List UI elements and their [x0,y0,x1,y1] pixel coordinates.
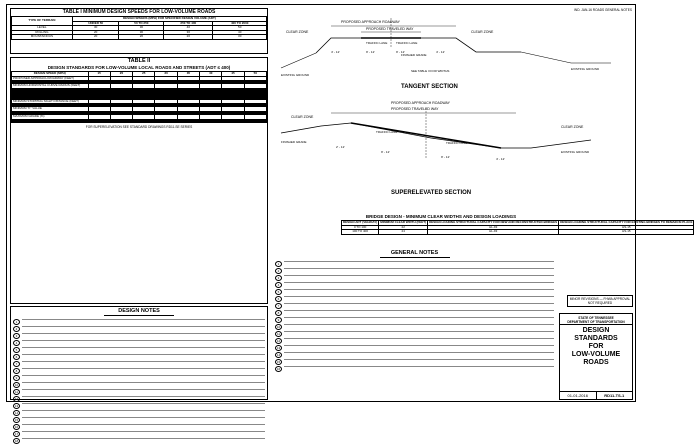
title-line-3: FOR [588,343,604,350]
super-clear-zone-left: CLEAR ZONE [291,115,314,119]
note-number: 1 [275,261,282,267]
speed-col: 30 [155,72,177,77]
general-note-item [275,261,554,267]
note-number: 17 [14,432,19,436]
note-text [22,347,265,351]
note-number: 2 [275,268,282,274]
super-dim-a: 2' - 12' [336,145,345,149]
note-number: 3 [275,275,282,281]
super-finished-grade: FINISHED GRADE [281,140,307,144]
note-text [284,366,554,370]
general-note-item [275,324,554,330]
note-text [22,354,265,358]
design-note-item [13,382,265,388]
note-text [284,317,554,321]
speed-value: 40 [213,30,267,35]
note-number: 18 [14,439,19,443]
design-note-item [13,424,265,430]
table-1-col-0: UNDER 50 [72,21,119,26]
bridge-cell: HL-93 [428,230,559,235]
terrain-label: ROLLING [12,30,73,35]
note-text [284,275,554,279]
bridge-table [341,213,693,241]
super-dim-b: 9' - 12' [381,150,390,154]
bridge-cell: HS-15 [559,230,694,235]
title-line-5: ROADS [583,359,609,366]
note-number: 1 [13,319,20,325]
speed-value: 40 [164,26,213,31]
note-text [284,289,554,293]
speed-col: 20 [110,72,132,77]
design-note-item [13,417,265,423]
note-text [284,282,554,286]
general-note-item [275,345,554,351]
note-number: 16 [14,425,19,429]
tangent-traffic-lane-1: TRAFFIC LANE [366,41,388,45]
note-number: 8 [13,368,20,374]
state-name: STATE OF TENNESSEE [578,316,614,320]
tangent-traffic-lane-2: TRAFFIC LANE [396,41,418,45]
speeds-header: DESIGN SPEEDS (MPH) FOR SPECIFIED DESIGN VOLUME (ADT) [72,17,266,22]
super-roadway-profile [281,123,591,148]
cell [222,121,244,122]
bridge-col-1: MINIMUM CLEAR WIDTH (FEET) [380,220,427,224]
design-note-item [13,396,265,402]
note-text [22,340,265,344]
tangent-legend: SEE TABLE II FOR WIDTHS [411,69,450,73]
department-name: DEPARTMENT OF TRANSPORTATION [560,320,632,325]
general-note-item [275,366,554,372]
tangent-proposed-travel: PROPOSED TRAVELED WAY [366,27,414,31]
speed-col: 35 [177,72,199,77]
table-2-grid [11,71,267,123]
drawing-number: RD11-TS-1 [604,393,625,398]
note-number: 8 [275,310,282,316]
tangent-finished-grade: FINISHED GRADE [401,53,427,57]
general-note-item [275,352,554,358]
super-dim-c: 9' - 12' [441,155,450,159]
bridge-col-0: DESIGN ADT (VEH/DAY) [343,220,378,224]
super-traffic-lane-2: TRAFFIC LANE [446,141,468,145]
speed-value: 50 [213,26,267,31]
tangent-existing-ground-left: EXISTING GROUND [281,73,310,77]
note-number: 7 [13,361,20,367]
note-text [284,261,554,265]
design-note-item [13,361,265,367]
design-note-item [13,389,265,395]
terrain-label: LEVEL [12,26,73,31]
tangent-proposed-approach: PROPOSED APPROACH ROADWAY [341,20,400,24]
title-line-2: STANDARDS [574,335,618,342]
general-note-item [275,359,554,365]
drawing-sheet [6,4,693,443]
cell [88,121,110,122]
header-note: IND. JAN-16 ROADS GENERAL NOTES [574,8,632,12]
table-2-footer: FOR SUPERELEVATION SEE STANDARD DRAWINGS RD11-SE SERIES [85,124,193,129]
tangent-dim-a: 4' - 12' [331,50,340,54]
note-number: 9 [13,375,20,381]
general-note-item [275,310,554,316]
table-2 [10,57,268,304]
general-notes-title: GENERAL NOTES [380,250,450,258]
tangent-existing-ground-right: EXISTING GROUND [571,67,600,71]
tangent-dim-d: 4' - 12' [436,50,445,54]
cell [200,121,222,122]
bridge-cell: 100 TO 400 [342,230,379,235]
speed-value: 30 [164,30,213,35]
speed-col: 50 [244,72,266,77]
bridge-cell: 22 [379,225,428,230]
design-note-item [13,438,265,444]
existing-ground-line-right [521,52,611,63]
design-note-item [13,347,265,353]
super-clear-zone-right: CLEAR ZONE [561,125,584,129]
speed-value: 20 [119,35,164,40]
general-notes [273,249,556,400]
note-number: 13 [276,346,281,350]
note-text [22,431,265,435]
note-text [284,310,554,314]
existing-ground-line-left [281,53,316,68]
tangent-section-title: TANGENT SECTION [401,84,458,90]
super-proposed-travel: PROPOSED TRAVELED WAY [391,107,439,111]
note-number: 15 [14,418,19,422]
superelevated-section [281,108,591,158]
bridge-cell: 24 [379,230,428,235]
general-note-item [275,296,554,302]
note-text [22,368,265,372]
speed-col: 25 [133,72,155,77]
general-note-item [275,331,554,337]
title-line-4: LOW-VOLUME [571,351,621,358]
note-text [22,389,265,393]
note-number: 14 [14,411,19,415]
row-label: MINIMUM STOPPING SIGHT DISTANCE (FEET) [12,99,89,104]
row-label: MINIMUM HORIZONTAL CURVE RADIUS (FEET) [12,84,89,89]
note-number: 7 [275,303,282,309]
super-existing-ground: EXISTING GROUND [561,150,590,154]
super-proposed-approach: PROPOSED APPROACH ROADWAY [391,101,450,105]
design-notes-title: DESIGN NOTES [104,308,174,316]
design-note-item [13,431,265,437]
bridge-cell: HL-93 [428,225,559,230]
table-row [12,121,267,122]
note-text [22,319,265,323]
design-note-item [13,340,265,346]
cell [244,121,266,122]
table-1-grid [11,16,267,40]
design-note-item [13,403,265,409]
speed-col: 15 [88,72,110,77]
sections-drawing [271,8,633,208]
bridge-col-2: DESIGN LOADING STRUCTURAL CAPACITY FOR NEW AND RECONSTRUCTED BRIDGES [429,220,558,224]
speed-col: 45 [222,72,244,77]
note-text [22,403,265,407]
bridge-col-3: DESIGN LOADING STRUCTURAL CAPACITY FOR EXISTING BRIDGES TO REMAIN IN PLACE [560,220,693,224]
drawing-date: 01-01-2016 [560,392,597,399]
table-1-col-1: 50 TO 250 [119,21,164,26]
note-number: 3 [13,333,20,339]
row-label: PROPOSED APPROACH ROADWAY (FEET) [12,76,89,81]
note-text [22,424,265,428]
design-note-item [13,333,265,339]
note-number: 5 [13,347,20,353]
note-text [284,324,554,328]
general-note-item [275,282,554,288]
bridge-grid [341,220,694,235]
note-text [22,382,265,386]
table-1-col-2: 250 TO 400 [164,21,213,26]
table-1 [10,8,268,54]
roadway-profile [316,38,521,53]
tangent-dim-c: 9' - 12' [396,50,405,54]
speed-value: 20 [72,35,119,40]
note-number: 2 [13,326,20,332]
row-label: MAXIMUM GRADE (%) [12,114,89,119]
note-number: 12 [276,339,281,343]
terrain-header: TYPE OF TERRAIN [12,17,73,26]
table-row [12,35,267,40]
table-1-col-3: 400 TO 2000 [213,21,267,26]
sections-panel [271,8,633,208]
note-text [22,396,265,400]
note-text [22,375,265,379]
design-note-item [13,326,265,332]
note-text [22,438,265,442]
speed-col: 40 [200,72,222,77]
cell [177,121,199,122]
cell [155,121,177,122]
speed-value: 30 [119,30,164,35]
table-2-subtitle: DESIGN STANDARDS FOR LOW-VOLUME LOCAL ROADS AND STREETS (ADT ≤ 400) [47,65,231,70]
revision-note: MINOR REVISIONS — FHWA APPROVAL NOT REQUIRED [567,295,633,307]
title-block [559,313,633,400]
design-note-item [13,368,265,374]
tangent-clear-zone-right: CLEAR ZONE [471,30,494,34]
note-number: 11 [14,390,19,394]
note-text [284,359,554,363]
note-number: 12 [14,397,19,401]
cell [133,121,155,122]
general-note-item [275,338,554,344]
general-note-item [275,268,554,274]
note-number: 9 [275,317,282,323]
note-number: 16 [276,367,281,371]
general-note-item [275,275,554,281]
table-1-title: TABLE I MINIMUM DESIGN SPEEDS FOR LOW-VOLUME ROADS [62,9,216,15]
table-2-title: TABLE II [127,58,151,64]
row-label [12,121,89,122]
note-text [284,352,554,356]
design-notes [10,306,268,443]
bridge-title: BRIDGE DESIGN - MINIMUM CLEAR WIDTHS AND DESIGN LOADINGS [365,214,517,219]
speed-value: 30 [213,35,267,40]
tangent-section [281,18,611,68]
tangent-clear-zone-left: CLEAR ZONE [286,30,309,34]
general-note-item [275,303,554,309]
design-note-item [13,375,265,381]
table-row [342,230,694,235]
design-note-item [13,319,265,325]
note-number: 15 [276,360,281,364]
row-label: MINIMUM "K" VALUE [12,107,89,112]
note-number: 4 [13,340,20,346]
terrain-label: MOUNTAINOUS [12,35,73,40]
note-text [284,303,554,307]
super-dim-d: 4' - 12' [496,157,505,161]
note-text [284,331,554,335]
note-text [284,345,554,349]
bridge-cell: 0 TO 100 [342,225,379,230]
tangent-dim-b: 9' - 12' [366,50,375,54]
title-line-1: DESIGN [582,327,610,334]
note-text [22,361,265,365]
note-text [22,417,265,421]
general-note-item [275,317,554,323]
note-text [22,333,265,337]
speed-value: 20 [164,35,213,40]
note-text [284,338,554,342]
speed-value: 20 [72,30,119,35]
bridge-cell: HS-15 [559,225,694,230]
note-number: 13 [14,404,19,408]
speed-value: 30 [72,26,119,31]
speed-header: DESIGN SPEED (MPH) [12,72,89,77]
note-number: 5 [275,289,282,295]
note-number: 14 [276,353,281,357]
note-text [22,326,265,330]
note-text [284,296,554,300]
note-number: 10 [276,325,281,329]
note-number: 4 [275,282,282,288]
note-number: 6 [13,354,20,360]
note-number: 10 [14,383,19,387]
note-text [284,268,554,272]
design-note-item [13,354,265,360]
note-text [22,410,265,414]
speed-value: 30 [119,26,164,31]
general-note-item [275,289,554,295]
note-number: 11 [276,332,281,336]
design-note-item [13,410,265,416]
super-section-title: SUPERELEVATED SECTION [391,190,472,196]
super-traffic-lane-1: TRAFFIC LANE [376,130,398,134]
cell [110,121,132,122]
note-number: 6 [275,296,282,302]
